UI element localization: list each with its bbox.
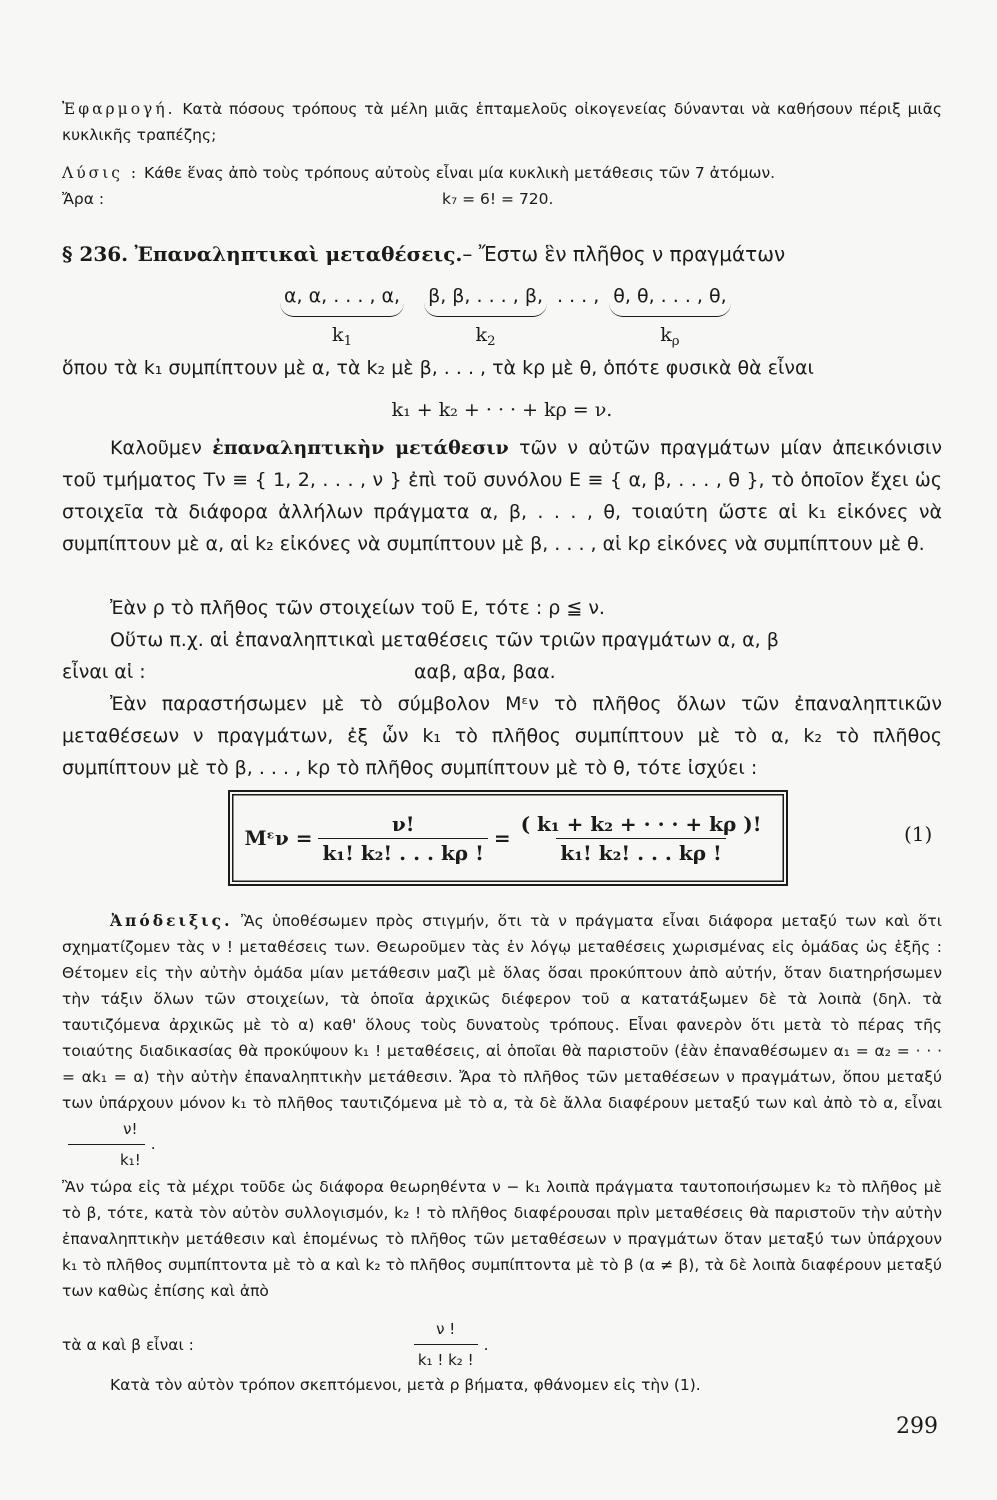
group-beta-seq: β, β, . . . , β,: [424, 280, 547, 317]
group-alpha-label: $k_1$: [332, 324, 353, 349]
section-dash: –: [462, 242, 473, 266]
formula-fraction-2: [517, 812, 766, 865]
definition-pre: Καλοῦμεν: [110, 437, 202, 459]
section-heading: [62, 238, 942, 270]
notation-paragraph: Ἐὰν παραστήσωμεν μὲ τὸ σύμβολον Mᵋν τὸ πλῆθος ὅλων τῶν ἐπαναληπτικῶν μεταθέσεων ν πραγμάτων, ἐξ ὧν k₁ τὸ πλῆθος συμπίπτουν μὲ τὸ α, k₂ τὸ πλῆθος συμπίπτουν μὲ τὸ β, . . . , kρ τὸ πλῆθος συμπίπτουν μὲ τὸ θ, τότε ἰσχύει :: [62, 693, 942, 779]
formula-lhs: Mᵋν =: [244, 826, 313, 850]
formula-fraction-1-den: k₁! k₂! . . . kρ !: [318, 838, 487, 865]
example-are: εἶναι αἱ :: [62, 661, 146, 683]
group-theta-label: $k_\rho$: [660, 324, 680, 349]
definition-term: ἐπαναληπτικὴν μετάθεσιν: [212, 437, 509, 459]
group-theta-seq: θ, θ, . . . , θ,: [609, 280, 730, 317]
example-line: Οὕτω π.χ. αἱ ἐπαναληπτικαὶ μεταθέσεις τῶν τριῶν πραγμάτων α, α, β: [110, 629, 779, 651]
formula-fraction-1: [318, 812, 487, 865]
definition-post: τῶν ν αὐτῶν πραγμάτων μίαν ἀπεικόνισιν τοῦ τμήματος Tν ≡ { 1, 2, . . . , ν } ἐπὶ τοῦ συνόλου E ≡ { α, β, . . . , θ }, τὸ ὁποῖον ἔχει ὡς στοιχεῖα τὰ διάφορα ἀλλήλων πράγματα α, β, . . . , θ, τοιαύτη ὥστε αἱ k₁ εἰκόνες νὰ συμπίπτουν μὲ α, αἱ k₂ εἰκόνες νὰ συμπίπτουν μὲ β, . . . , αἱ kρ εἰκόνες νὰ συμπίπτουν μὲ θ.: [62, 437, 943, 555]
proof-fraction-b-num: ν !: [436, 1320, 456, 1338]
group-alpha-seq: α, α, . . . , α,: [280, 280, 404, 317]
formula-fraction-2-den: k₁! k₂! . . . kρ !: [556, 838, 725, 865]
page-number: 299: [896, 1414, 938, 1439]
application-solution: [62, 160, 942, 186]
group-alpha: [280, 280, 404, 351]
proof-fraction-a: [68, 1116, 145, 1173]
proof-label: Ἀπόδειξις.: [110, 911, 233, 930]
proof-text-1: Ἂς ὑποθέσωμεν πρὸς στιγμήν, ὅτι τὰ ν πράγματα εἶναι διάφορα μεταξύ των καὶ ὅτι σχηματίζομεν τὰς ν ! μεταθέσεις των. Θεωροῦμεν τὰς ἐν λόγῳ μεταθέσεις χωρισμένας εἰς ὁμάδας ὡς ἑξῆς : Θέτομεν εἰς τὴν αὐτὴν ὁμάδα μίαν μετάθεσιν μαζὶ μὲ ὅλας ὅσαι προκύπτουν ἀπὸ αὐτήν, ὅταν διατηρήσωμεν τὴν τάξιν ὅλων τῶν στοιχείων, τὰ ὁποῖα ἀρχικῶς διέφερον τοῦ α κατατάξωμεν δὲ τὰ λοιπὰ (δηλ. τὰ ταυτιζόμενα ἀρχικῶς μὲ τὸ α) καθ' ὅλους τοὺς δυνατοὺς τρόπους. Εἶναι φανερὸν ὅτι μετὰ τὸ πέρας τῆς τοιαύτης διαδικασίας θὰ προκύψουν k₁ ! μεταθέσεις, αἱ ὁποῖαι θὰ παριστοῦν (ἐὰν ἐπαναθέσωμεν α₁ = α₂ = · · · = αk₁ = α) τὴν αὐτὴν ἐπαναληπτικὴν μετάθεσιν. Ἄρα τὸ πλῆθος τῶν μεταθέσεων ν πραγμάτων, ὅπου μεταξύ των ὑπάρχουν μόνον k₁ τὸ πλῆθος ταυτιζόμενα μὲ τὸ α, τὰ δὲ ἄλλα διαφέρουν μεταξύ των καὶ ἀπὸ τὸ α, εἶναι: [62, 912, 942, 1112]
formula-equals: =: [493, 826, 511, 850]
formula-box: [228, 790, 788, 886]
proof-conclusion-line: τὰ α καὶ β εἶναι : $\frac{\nu !}{\text{k₁ ! k₂ !}}$ .: [62, 1316, 942, 1373]
definition-paragraph: [62, 432, 942, 560]
proof-paragraph-3: Κατὰ τὸν αὐτὸν τρόπον σκεπτόμενοι, μετὰ ρ βήματα, φθάνομεν εἰς τὴν (1).: [110, 1376, 701, 1394]
application-question-text: Κατὰ πόσους τρόπους τὰ μέλη μιᾶς ἑπταμελοῦς οἰκογενείας δύνανται νὰ καθήσουν πέριξ μιᾶς κυκλικῆς τραπέζης;: [62, 100, 942, 144]
proof-paragraph-2: Ἂν τώρα εἰς τὰ μέχρι τοῦδε ὡς διάφορα θεωρηθέντα ν − k₁ λοιπὰ πράγματα ταυτοποιήσωμεν k₂ τὸ πλῆθος μὲ τὸ β, τότε, κατὰ τὸν αὐτὸν συλλογισμόν, k₂ ! τὸ πλῆθος διαφέρουσαι πρὶν μεταθέσεις θὰ παριστοῦν τὴν αὐτὴν ἐπαναληπτικὴν μετάθεσιν καὶ ἑπομένως τὸ πλῆθος τῶν μεταθέσεων ν πραγμάτων ὅταν μεταξύ των ὑπάρχουν k₁ τὸ πλῆθος συμπίπτοντα μὲ τὸ α καὶ k₂ τὸ πλῆθος συμπίπτοντα μὲ τὸ β (α ≠ β), τὰ δὲ λοιπὰ διαφέρουν μεταξύ των καθὼς ἐπίσης καὶ ἀπὸ: [62, 1178, 942, 1300]
group-beta: [424, 280, 547, 351]
proof-fraction-a-den: k₁!: [68, 1144, 145, 1173]
element-groups: [270, 280, 870, 351]
example-result: [62, 656, 942, 688]
group-beta-label: $k_2$: [475, 324, 496, 349]
sum-equation: k₁ + k₂ + · · · + kρ = ν.: [391, 399, 613, 421]
solution-label: Λύσις :: [62, 164, 140, 182]
section-line1: ὅπου τὰ k₁ συμπίπτουν μὲ α, τὰ k₂ μὲ β, . . . , τὰ kρ μὲ θ, ὁπότε φυσικὰ θὰ εἶναι: [62, 357, 814, 379]
section-title: Ἐπαναληπτικαὶ μεταθέσεις.: [134, 242, 463, 266]
proof-fraction-b-den: k₁ ! k₂ !: [414, 1344, 478, 1373]
example-list: ααβ, αβα, βαα.: [414, 661, 556, 683]
proof-fraction-b: [414, 1316, 478, 1373]
proof-text-2-end: τὰ α καὶ β εἶναι :: [62, 1335, 194, 1354]
proof-paragraph-1: Ἀπόδειξις. Ἂς ὑποθέσωμεν πρὸς στιγμήν, ὅτι τὰ ν πράγματα εἶναι διάφορα μεταξύ των καὶ ὅτι σχηματίζομεν τὰς ν ! μεταθέσεις των. Θεωροῦμεν τὰς ἐν λόγῳ μεταθέσεις χωρισμένας εἰς ὁμάδας ὡς ἑξῆς : Θέτομεν εἰς τὴν αὐτὴν ὁμάδα μίαν μετάθεσιν μαζὶ μὲ ὅλας ὅσαι προκύπτουν ἀπὸ αὐτήν, ὅταν διατηρήσωμεν τὴν τάξιν ὅλων τῶν στοιχείων, τὰ ὁποῖα ἀρχικῶς διέφερον τοῦ α κατατάξωμεν δὲ τὰ λοιπὰ (δηλ. τὰ ταυτιζόμενα ἀρχικῶς μὲ τὸ α) καθ' ὅλους τοὺς δυνατοὺς τρόπους. Εἶναι φανερὸν ὅτι μετὰ τὸ πέρας τῆς τοιαύτης διαδικασίας θὰ προκύψουν k₁ ! μεταθέσεις, αἱ ὁποῖαι θὰ παριστοῦν (ἐὰν ἐπαναθέσωμεν α₁ = α₂ = · · · = αk₁ = α) τὴν αὐτὴν ἐπαναληπτικὴν μετάθεσιν. Ἄρα τὸ πλῆθος τῶν μεταθέσεων ν πραγμάτων, ὅπου μεταξύ των ὑπάρχουν μόνον k₁ τὸ πλῆθος ταυτιζόμενα μὲ τὸ α, τὰ δὲ ἄλλα διαφέρουν μεταξύ των καὶ ἀπὸ τὸ α, εἶναι $\frac{\nu!}{\text{k₁!}}$ .: [62, 908, 942, 1173]
formula-fraction-1-num: ν!: [391, 811, 415, 836]
result-formula: k₇ = 6! = 720.: [442, 190, 554, 208]
application-question: [62, 96, 942, 148]
groups-ellipsis: . . . ,: [556, 285, 600, 307]
proof-fraction-a-num: ν!: [123, 1120, 138, 1138]
section-intro: Ἔστω ἓν πλῆθος ν πραγμάτων: [478, 242, 786, 266]
application-result: [62, 186, 942, 212]
ara-label: Ἄρα :: [62, 190, 105, 208]
rho-line: Ἐὰν ρ τὸ πλῆθος τῶν στοιχείων τοῦ E, τότε : ρ ≦ ν.: [110, 597, 605, 619]
group-theta: [609, 280, 730, 351]
solution-text: Κάθε ἕνας ἀπὸ τοὺς τρόπους αὐτοὺς εἶναι μία κυκλικὴ μετάθεσις τῶν 7 ἀτόμων.: [144, 164, 776, 182]
section-number: § 236.: [62, 242, 129, 266]
application-label: Ἐφαρμογή.: [62, 100, 176, 118]
equation-number: (1): [904, 822, 933, 846]
formula-fraction-2-num: ( k₁ + k₂ + · · · + kρ )!: [520, 811, 762, 836]
